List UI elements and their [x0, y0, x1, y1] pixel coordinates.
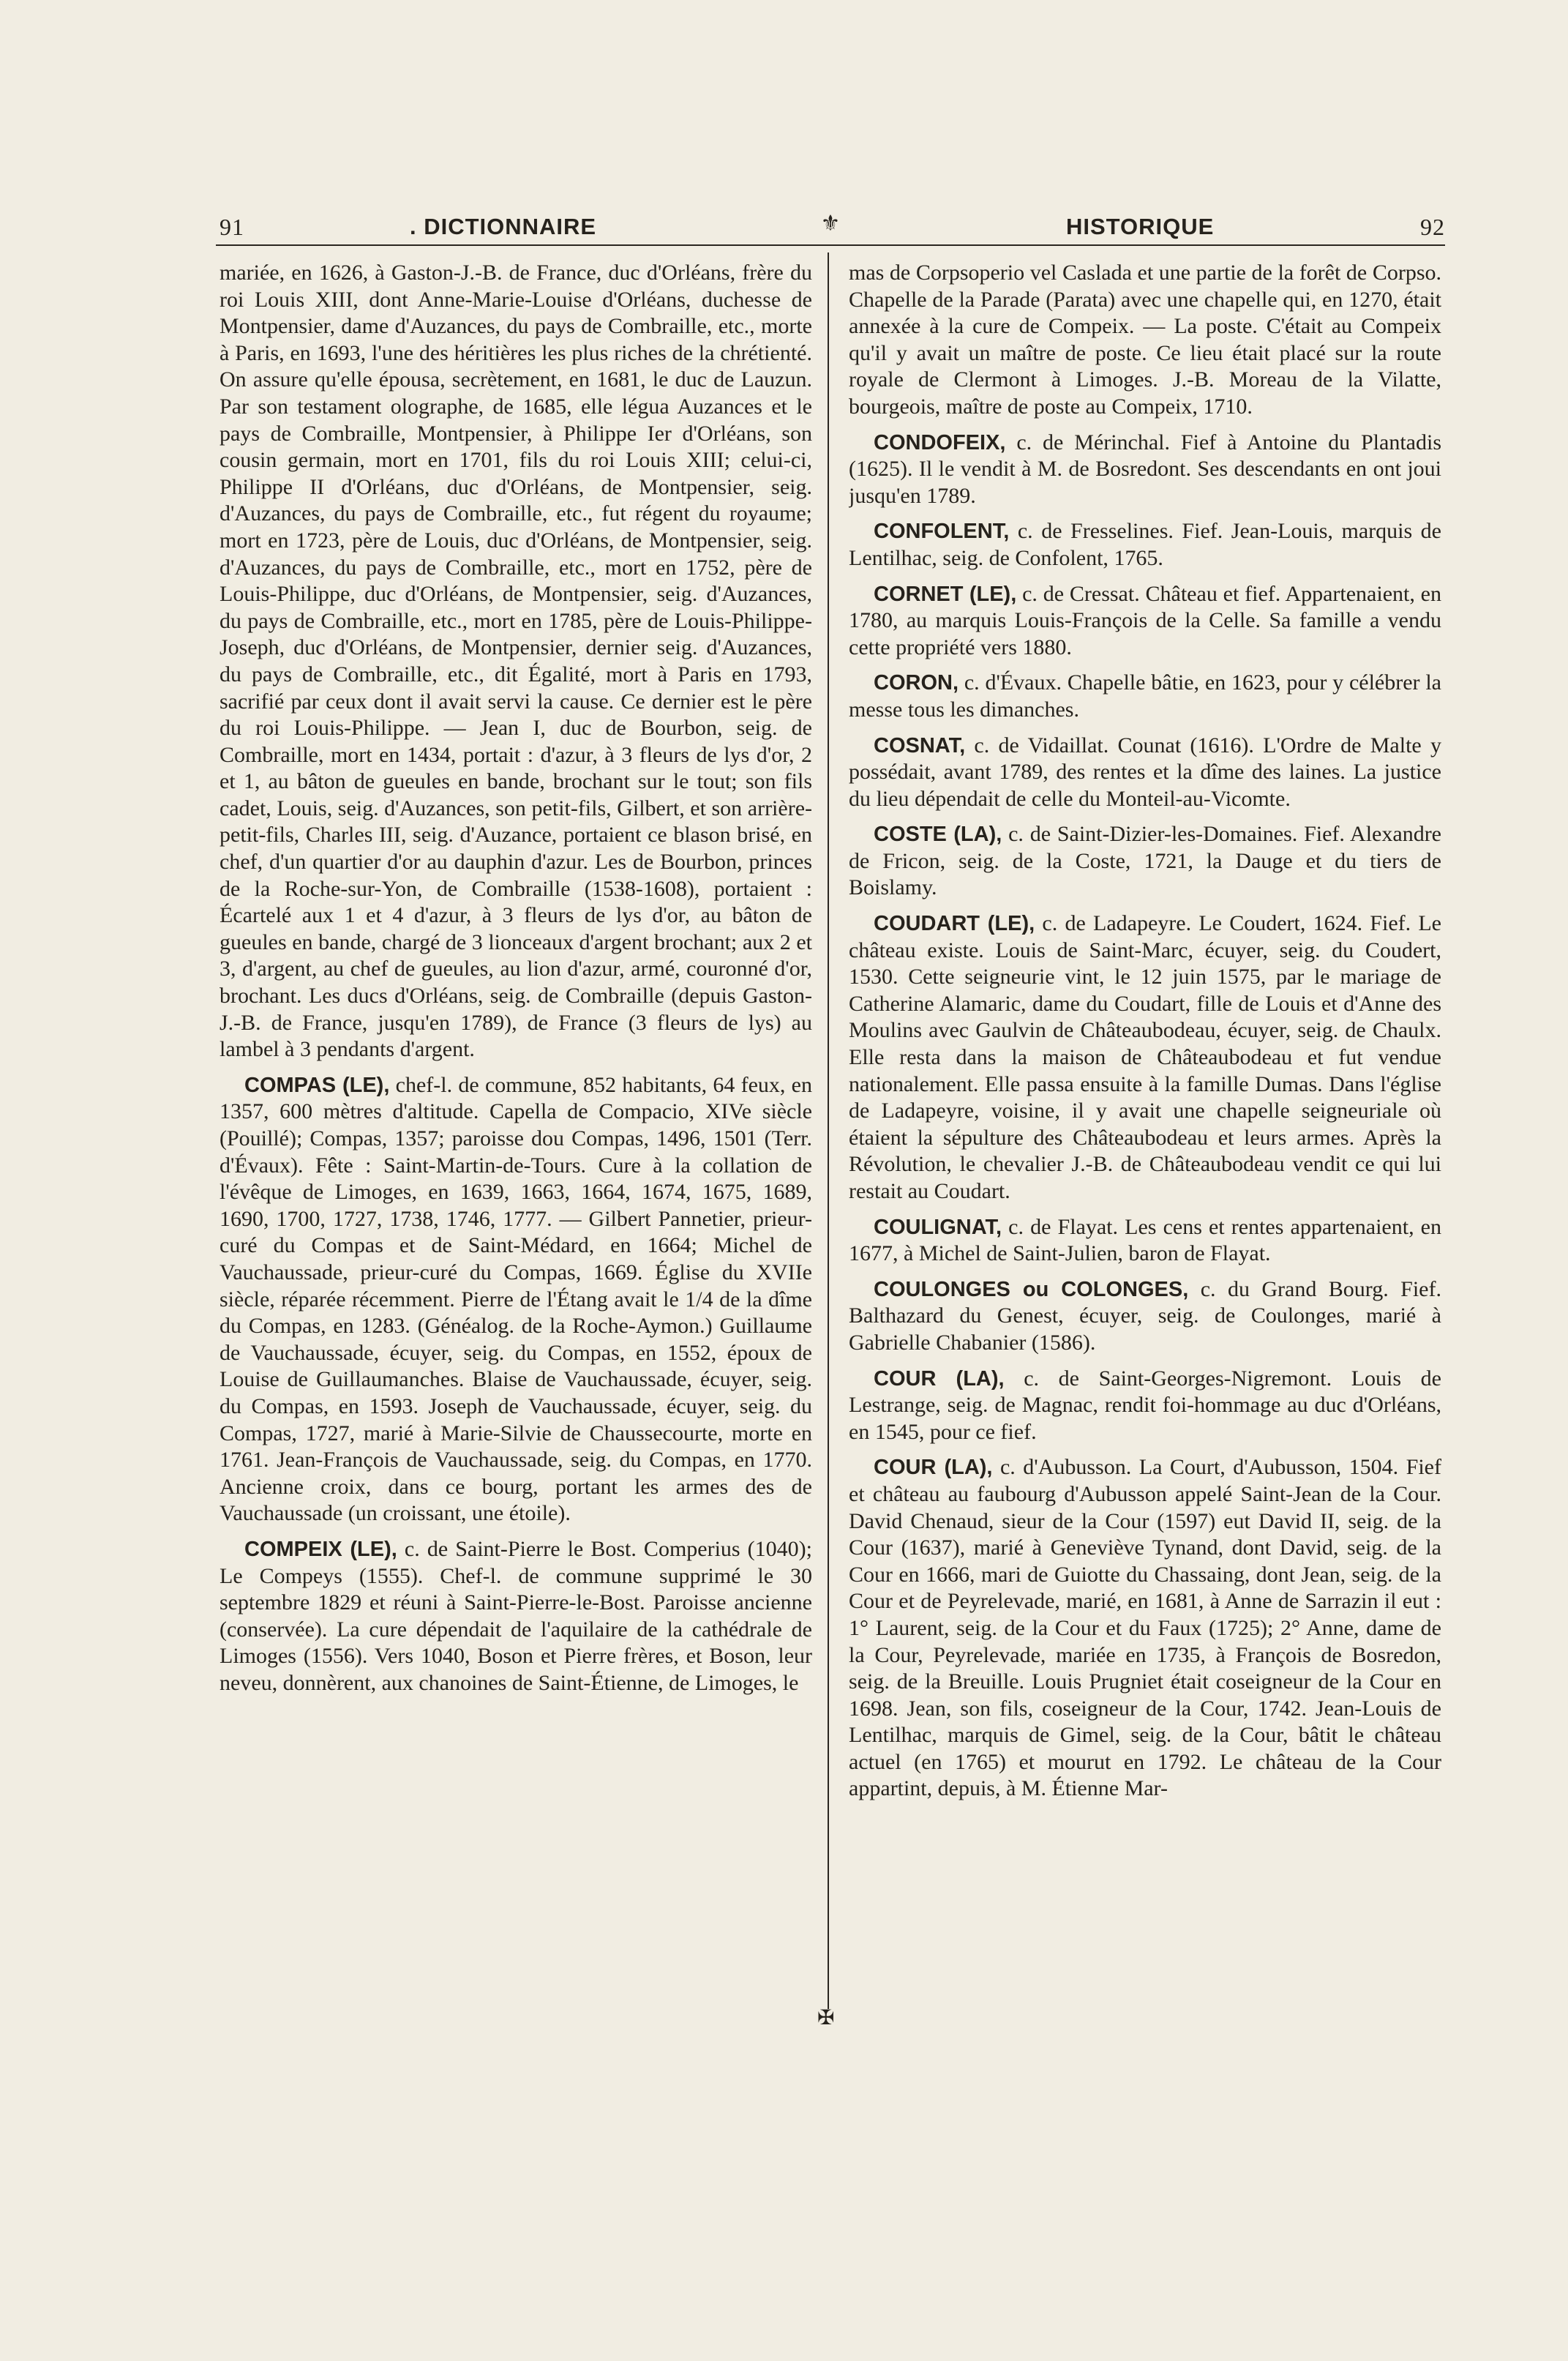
- entry-text: c. d'Évaux. Chapelle bâtie, en 1623, pour y célébrer la messe tous les dimanches.: [849, 670, 1441, 722]
- entry-text: c. de Mérinchal. Fief à Antoine du Plantadis (1625). Il le vendit à M. de Bosredont. Ses descendants en ont joui jusqu'en 1789.: [849, 430, 1441, 508]
- entry-text: c. de Ladapeyre. Le Coudert, 1624. Fief. Le château existe. Louis de Saint-Marc, écuyer, seig. du Coudert, 1530. Cette seigneurie vint, le 12 juin 1575, par le mariage de Catherine Alamaric, dame du Coudart, fille de Louis et d'Anne des Moulins avec Gaulvin de Châteaubodeau, écuyer, seig. de Chaulx. Elle resta dans la maison de Châteaubodeau et fut vendue nationalement. Elle passa ensuite à la famille Dumas. Dans l'église de Ladapeyre, voisine, il y avait une chapelle seigneuriale où étaient la sépulture des Châteaubodeau et leurs armes. Après la Révolution, le chevalier J.-B. de Châteaubodeau vendit ce qui lui restait au Coudart.: [849, 911, 1441, 1203]
- entry-headword: COSTE (LA),: [874, 823, 1002, 847]
- entry-headword: CONDOFEIX,: [874, 430, 1006, 454]
- running-title-right: HISTORIQUE: [1066, 214, 1215, 239]
- entry-text: c. de Saint-Dizier-les-Domaines. Fief. Alexandre de Fricon, seig. de la Coste, 1721, la Dauge et du tiers de Boislamy.: [849, 822, 1441, 900]
- entry-text: chef-l. de commune, 852 habitants, 64 feux, en 1357, 600 mètres d'altitude. Capella de Compacio, XIVe siècle (Pouillé); Compas, 1357; paroisse dou Compas, 1496, 1501 (Terr. d'Évaux). Fête : Saint-Martin-de-Tours. Cure à la collation de l'évêque de Limoges, en 1639, 1663, 1664, 1674, 1675, 1689, 1690, 1700, 1727, 1738, 1746, 1777. — Gilbert Pannetier, prieur-curé du Compas et de Saint-Médard, en 1664; Michel de Vauchaussade, prieur-curé du Compas, 1669. Église du XVIIe siècle, réparée récemment. Pierre de l'Étang avait le 1/4 de la dîme du Compas, en 1283. (Généalog. de la Roche-Aymon.) Guillaume de Vauchaussade, écuyer, seig. du Compas, en 1552, époux de Louise de Guillaumanches. Blaise de Vauchaussade, écuyer, seig. du Compas, en 1593. Joseph de Vauchaussade, écuyer, seig. du Compas, 1727, marié à Marie-Silvie de Chaussecourte, morte en 1761. Jean-François de Vauchaussade, seig. du Compas, en 1770. Ancienne croix, dans ce bourg, portant les armes des de Vauchaussade (un croissant, une étoile).: [220, 1072, 812, 1526]
- continuation-paragraph: mariée, en 1626, à Gaston-J.-B. de France, duc d'Orléans, frère du roi Louis XIII, dont Anne-Marie-Louise d'Orléans, duchesse de Montpensier, dame d'Auzances, du pays de Combraille, etc., morte à Paris, en 1693, l'une des héritières les plus riches de la chrétienté. On assure qu'elle épousa, secrètement, en 1681, le duc de Lauzun. Par son testament olographe, de 1685, elle légua Auzances et le pays de Combraille, Montpensier, à Philippe Ier d'Orléans, son cousin germain, mort en 1701, fils du roi Louis XIII; celui-ci, Philippe II d'Orléans, duc d'Orléans, de Montpensier, seig. d'Auzances, du pays de Combraille, etc., fut régent du royaume; mort en 1723, père de Louis, duc d'Orléans, de Montpensier, seig. d'Auzances, du pays de Combraille, etc., mort en 1752, père de Louis-Philippe, duc d'Orléans, de Montpensier, seig. d'Auzances, du pays de Combraille, etc., mort en 1785, père de Louis-Philippe-Joseph, duc d'Orléans, de Montpensier, dernier seig. d'Auzances, du pays de Combraille, etc., dit Égalité, mort à Paris en 1793, sacrifié par ceux dont il avait servi la cause. Ce dernier est le père du roi Louis-Philippe. — Jean I, duc de Bourbon, seig. de Combraille, mort en 1434, portait : d'azur, à 3 fleurs de lys d'or, 2 et 1, au bâton de gueules en bande, brochant sur le tout; son fils cadet, Louis, seig. d'Auzances, son petit-fils, Gilbert, et son arrière-petit-fils, Charles III, seig. d'Auzance, portaient ce blason brisé, en chef, d'un quartier d'or au dauphin d'azur. Les de Bourbon, princes de la Roche-sur-Yon, de Combraille (1538-1608), portaient : Écartelé aux 1 et 4 d'azur, à 3 fleurs de lys d'or, au bâton de gueules en bande, chargé de 3 lionceaux d'argent brochant; aux 2 et 3, d'argent, au chef de gueules, au lion d'azur, armé, couronné d'or, brochant. Les ducs d'Orléans, seig. de Combraille (depuis Gaston-J.-B. de France, jusqu'en 1789), de France (3 fleurs de lys) au lambel à 3 pendants d'argent.: [220, 261, 812, 1062]
- entry-headword: COMPAS (LE),: [244, 1073, 390, 1097]
- entry-confolent: [849, 518, 1441, 572]
- entry-headword: COMPEIX (LE),: [244, 1537, 397, 1561]
- entry-text: c. de Saint-Georges-Nigremont. Louis de Lestrange, seig. de Magnac, rendit foi-hommage au duc d'Orléans, en 1545, pour ce fief.: [849, 1366, 1441, 1444]
- entry-headword: CONFOLENT,: [874, 520, 1010, 544]
- entry-headword: COSNAT,: [874, 733, 966, 757]
- right-column: [849, 260, 1441, 2016]
- entry-text: c. de Cressat. Château et fief. Appartenaient, en 1780, au marquis Louis-François de la Celle. Sa famille a vendu cette propriété vers 1880.: [849, 581, 1441, 659]
- column-divider: [828, 252, 829, 2009]
- fleur-de-lis-icon: ⚜: [820, 212, 841, 236]
- entry-coulonges: [849, 1276, 1441, 1357]
- running-header: [216, 211, 1445, 247]
- cross-ornament-icon: ✠: [817, 2007, 835, 2029]
- entry-cour-nigremont: [849, 1366, 1441, 1446]
- page-number-right: 92: [1420, 214, 1445, 240]
- entry-coron: [849, 670, 1441, 723]
- running-title-left: . DICTIONNAIRE: [410, 214, 597, 239]
- entry-compas: [220, 1072, 812, 1527]
- left-column: [220, 260, 812, 2016]
- entry-headword: CORON,: [874, 671, 959, 695]
- entry-coudart: [849, 910, 1441, 1205]
- entry-coste: [849, 821, 1441, 902]
- entry-headword: CORNET (LE),: [874, 582, 1017, 606]
- entry-text: c. de Vidaillat. Counat (1616). L'Ordre de Malte y possédait, avant 1789, des rentes et la dîme des laines. La justice du lieu dépendait de celle du Monteil-au-Vicomte.: [849, 733, 1441, 811]
- entry-text: c. du Grand Bourg. Fief. Balthazard du Genest, écuyer, seig. de Coulonges, marié à Gabrielle Chabanier (1586).: [849, 1276, 1441, 1355]
- entry-text: c. de Saint-Pierre le Bost. Comperius (1040); Le Compeys (1555). Chef-l. de commune supprimé le 30 septembre 1829 et réuni à Saint-Pierre-le-Bost. Paroisse ancienne (conservée). La cure dépendait de l'aquilaire de la cathédrale de Limoges (1556). Vers 1040, Boson et Pierre frères, et Boson, leur neveu, donnèrent, aux chanoines de Saint-Étienne, de Limoges, le: [220, 1536, 812, 1695]
- entry-compeix: [220, 1536, 812, 1697]
- entry-cornet: [849, 581, 1441, 662]
- continuation-paragraph: mas de Corpsoperio vel Caslada et une partie de la forêt de Corpso. Chapelle de la Parade (Parata) avec une chapelle qui, en 1270, était annexée à la cure de Compeix. — La poste. C'était au Compeix qu'il y avait un maître de poste. Ce lieu était placé sur la route royale de Clermont à Limoges. J.-B. Moreau de la Vilatte, bourgeois, maître de poste au Compeix, 1710.: [849, 261, 1441, 419]
- entry-text: c. d'Aubusson. La Court, d'Aubusson, 1504. Fief et château au faubourg d'Aubusson appelé Saint-Jean de la Cour. David Chenaud, sieur de la Cour (1597) eut David II, seig. de la Cour (1637), marié à Geneviève Tynand, dont David, seig. de la Cour en 1666, mari de Guiotte du Chassaing, dont Jean, seig. de la Cour et de Peyrelevade, marié, en 1681, à Anne de Sarrazin il eut : 1° Laurent, seig. de la Cour et du Faux (1725); 2° Anne, dame de la Cour, Peyrelevade, mariée en 1735, à François de Bosredon, seig. de la Breuille. Louis Prugniet était coseigneur de la Cour en 1698. Jean, son fils, coseigneur de la Cour, 1742. Jean-Louis de Lentilhac, marquis de Gimel, seig. de la Cour, bâtit le château actuel (en 1765) et mourut en 1792. Le château de la Cour appartint, depuis, à M. Étienne Mar-: [849, 1455, 1441, 1801]
- entry-condofeix: [849, 430, 1441, 510]
- entry-cosnat: [849, 733, 1441, 813]
- entry-headword: COUR (LA),: [874, 1456, 993, 1480]
- page-number-left: 91: [220, 214, 244, 240]
- entry-coulignat: [849, 1214, 1441, 1268]
- entry-text: c. de Fresselines. Fief. Jean-Louis, marquis de Lentilhac, seig. de Confolent, 1765.: [849, 519, 1441, 570]
- header-rule: [216, 244, 1445, 246]
- entry-headword: COULIGNAT,: [874, 1215, 1002, 1239]
- entry-cour-aubusson: [849, 1454, 1441, 1803]
- entry-headword: COUDART (LE),: [874, 912, 1035, 936]
- entry-headword: COULONGES ou COLONGES,: [874, 1277, 1189, 1301]
- entry-headword: COUR (LA),: [874, 1366, 1005, 1391]
- entry-text: c. de Flayat. Les cens et rentes appartenaient, en 1677, à Michel de Saint-Julien, baron de Flayat.: [849, 1214, 1441, 1266]
